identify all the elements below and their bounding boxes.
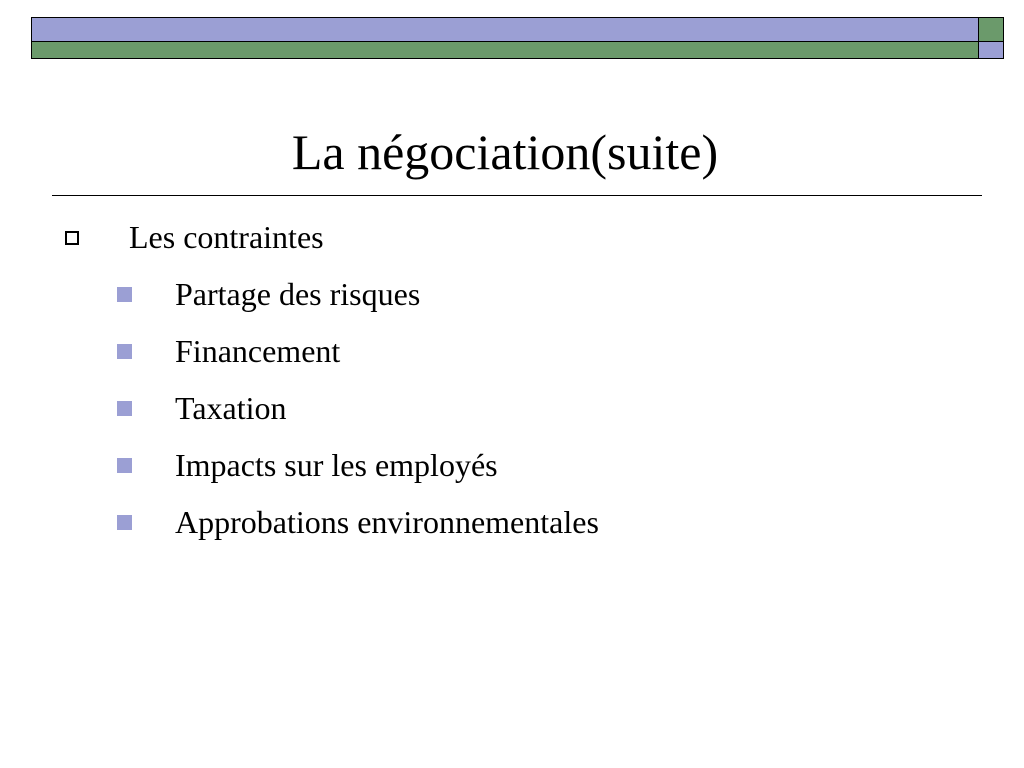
header-corner-top [978, 17, 1004, 42]
sub-bullet-text: Approbations environnementales [175, 504, 599, 540]
filled-square-icon [117, 287, 132, 302]
title-divider [52, 195, 982, 196]
filled-square-icon [117, 344, 132, 359]
slide-title: La négociation(suite) [291, 124, 719, 180]
filled-square-icon [117, 458, 132, 473]
hollow-square-icon [65, 231, 79, 245]
header-bar-top [31, 17, 979, 42]
sub-bullet-text: Impacts sur les employés [175, 447, 498, 483]
filled-square-icon [117, 401, 132, 416]
sub-bullet-text: Taxation [175, 390, 287, 426]
header-corner-bottom [978, 41, 1004, 59]
sub-bullet-text: Partage des risques [175, 276, 421, 312]
main-bullet-text: Les contraintes [129, 219, 324, 255]
filled-square-icon [117, 515, 132, 530]
sub-bullet-text: Financement [175, 333, 341, 369]
header-bar-bottom [31, 41, 979, 59]
